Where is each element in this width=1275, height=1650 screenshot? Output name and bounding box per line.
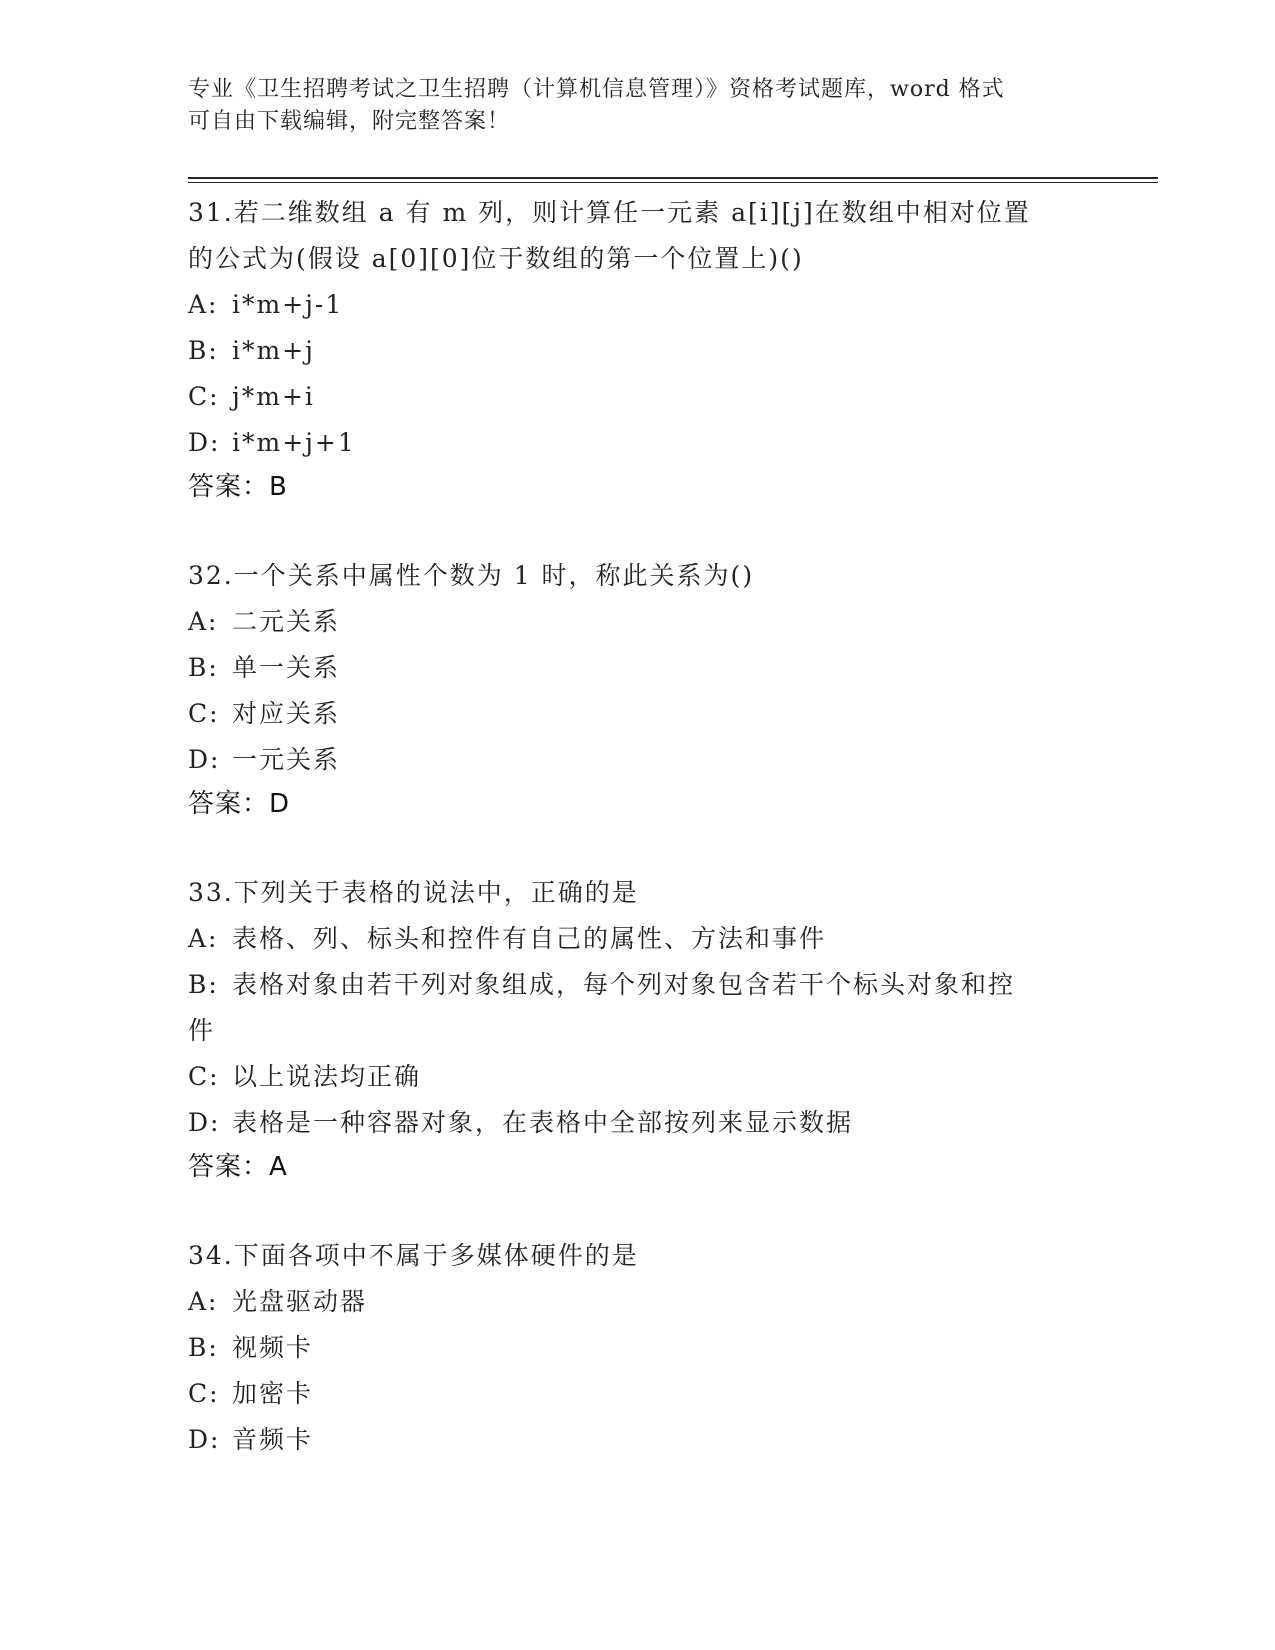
option-key: D:	[188, 745, 221, 774]
option-text: 单一关系	[232, 653, 341, 682]
option-text: i*m+j-1	[232, 290, 344, 319]
option-text: 表格对象由若干列对象组成，每个列对象包含若干个标头对象和控	[232, 970, 1016, 999]
option-b	[188, 328, 1088, 374]
question-34	[188, 1233, 1088, 1463]
option-key: A:	[188, 1287, 219, 1316]
answer-label: 答案：A	[188, 1152, 288, 1182]
option-text: 一元关系	[232, 745, 341, 774]
question-stem-line: 33.下列关于表格的说法中，正确的是	[188, 878, 639, 907]
option-text: i*m+j	[232, 336, 315, 365]
document-header	[188, 74, 1088, 138]
question-stem-line: 34.下面各项中不属于多媒体硬件的是	[188, 1241, 639, 1270]
question-stem-line: 31.若二维数组 a 有 m 列，则计算任一元素 a[i][j]在数组中相对位置	[188, 198, 1031, 227]
question-32	[188, 553, 1088, 825]
option-key: D:	[188, 428, 221, 457]
option-b	[188, 962, 1088, 1008]
question-31	[188, 190, 1088, 508]
option-text: 以上说法均正确	[232, 1062, 422, 1091]
question-33	[188, 870, 1088, 1188]
option-a	[188, 599, 1088, 645]
header-line-1: 专业《卫生招聘考试之卫生招聘（计算机信息管理）》资格考试题库，word 格式	[188, 77, 1005, 102]
option-b	[188, 645, 1088, 691]
question-stem-line: 的公式为(假设 a[0][0]位于数组的第一个位置上)()	[188, 244, 804, 273]
question-list	[188, 190, 1088, 1508]
option-key: B:	[188, 1333, 219, 1362]
option-text: 表格、列、标头和控件有自己的属性、方法和事件	[232, 924, 827, 953]
option-d	[188, 1100, 1088, 1146]
option-d	[188, 420, 1088, 466]
option-b-continuation: 件	[188, 1016, 216, 1045]
option-key: C:	[188, 382, 220, 411]
option-text: 表格是一种容器对象，在表格中全部按列来显示数据	[232, 1108, 854, 1137]
option-a	[188, 916, 1088, 962]
option-text: 光盘驱动器	[232, 1287, 368, 1316]
option-key: C:	[188, 1379, 220, 1408]
option-a	[188, 282, 1088, 328]
option-a	[188, 1279, 1088, 1325]
option-text: 视频卡	[232, 1333, 314, 1362]
option-key: C:	[188, 1062, 220, 1091]
header-divider-thin	[188, 182, 1158, 183]
option-c	[188, 1371, 1088, 1417]
option-key: A:	[188, 607, 219, 636]
question-stem-line: 32.一个关系中属性个数为 1 时，称此关系为()	[188, 561, 755, 590]
option-d	[188, 737, 1088, 783]
option-key: B:	[188, 336, 219, 365]
option-text: j*m+i	[232, 382, 315, 411]
answer-label: 答案：D	[188, 789, 291, 819]
option-key: A:	[188, 290, 219, 319]
option-key: A:	[188, 924, 219, 953]
option-text: 音频卡	[232, 1425, 314, 1454]
option-c	[188, 691, 1088, 737]
option-key: D:	[188, 1425, 221, 1454]
option-b	[188, 1325, 1088, 1371]
option-c	[188, 1054, 1088, 1100]
option-d	[188, 1417, 1088, 1463]
option-text: 二元关系	[232, 607, 341, 636]
option-key: B:	[188, 970, 219, 999]
option-c	[188, 374, 1088, 420]
header-divider-thick	[188, 177, 1158, 179]
option-key: C:	[188, 699, 220, 728]
option-text: 对应关系	[232, 699, 341, 728]
header-line-2: 可自由下载编辑，附完整答案！	[188, 109, 511, 134]
option-key: D:	[188, 1108, 221, 1137]
option-text: 加密卡	[232, 1379, 314, 1408]
answer-label: 答案：B	[188, 472, 288, 502]
option-key: B:	[188, 653, 219, 682]
option-text: i*m+j+1	[232, 428, 356, 457]
